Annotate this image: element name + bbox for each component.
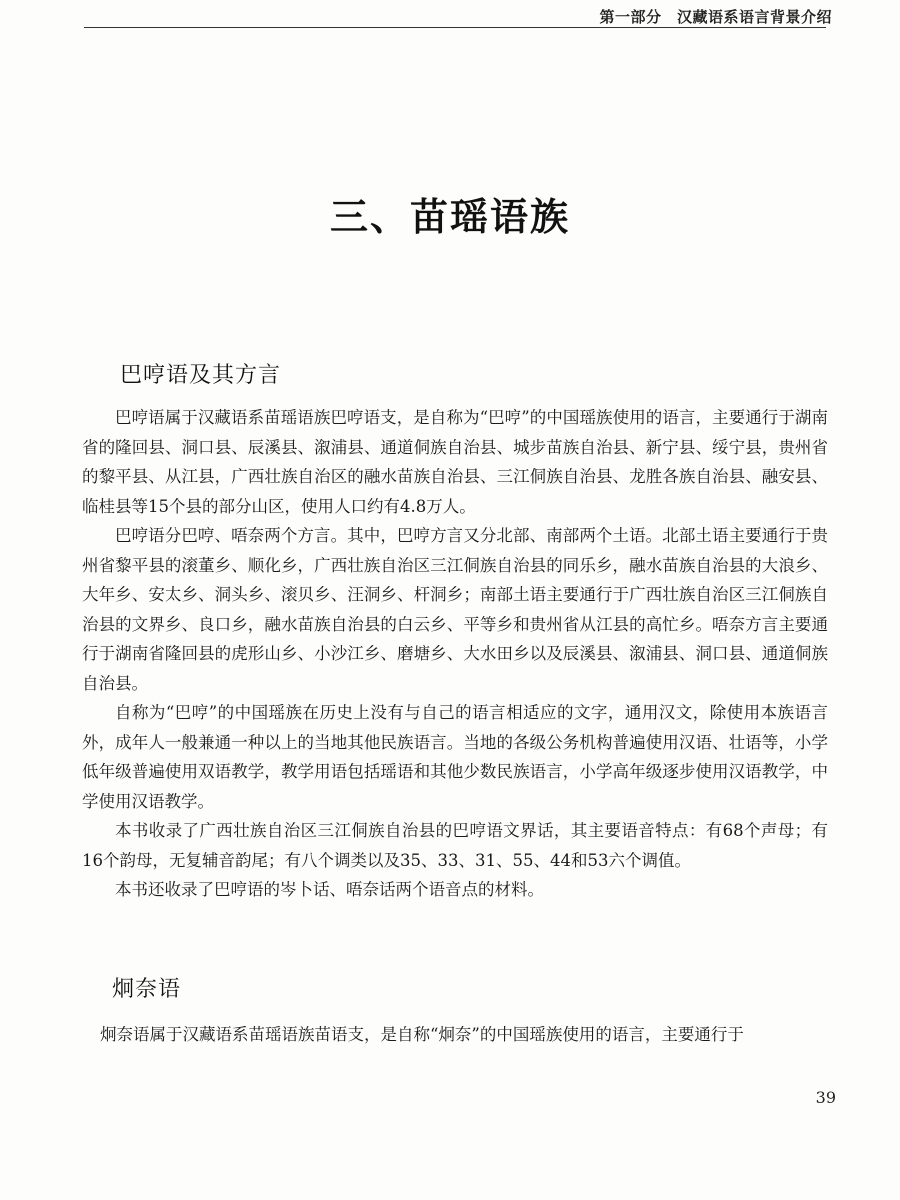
section-body-jiongnaiyu	[100, 1020, 836, 1050]
page-number: 39	[815, 1088, 836, 1107]
section-body-bahengyu	[82, 403, 828, 905]
section-title-jiongnaiyu: 炯奈语	[112, 977, 182, 1002]
paragraph: 巴哼语属于汉藏语系苗瑶语族巴哼语支，是自称为“巴哼”的中国瑶族使用的语言，主要通行于湖南省的隆回县、洞口县、辰溪县、溆浦县、通道侗族自治县、城步苗族自治县、新宁县、绥宁县，贵州省的黎平县、从江县，广西壮族自治区的融水苗族自治县、三江侗族自治县、龙胜各族自治县、融安县、临桂县等15个县的部分山区，使用人口约有4.8万人。	[82, 408, 828, 516]
paragraph: 巴哼语分巴哼、唔奈两个方言。其中，巴哼方言又分北部、南部两个土语。北部土语主要通行于贵州省黎平县的滚董乡、顺化乡，广西壮族自治区三江侗族自治县的同乐乡，融水苗族自治县的大浪乡、大年乡、安太乡、洞头乡、滚贝乡、汪洞乡、杆洞乡；南部土语主要通行于广西壮族自治区三江侗族自治县的文界乡、良口乡，融水苗族自治县的白云乡、平等乡和贵州省从江县的高忙乡。唔奈方言主要通行于湖南省隆回县的虎形山乡、小沙江乡、磨塘乡、大水田乡以及辰溪县、溆浦县、洞口县、通道侗族自治县。	[82, 526, 828, 693]
section-title-bahengyu: 巴哼语及其方言	[120, 363, 282, 388]
paragraph: 炯奈语属于汉藏语系苗瑶语族苗语支，是自称“炯奈”的中国瑶族使用的语言，主要通行于	[100, 1025, 744, 1044]
paragraph: 本书还收录了巴哼语的岑卜话、唔奈话两个语音点的材料。	[115, 880, 544, 899]
paragraph: 自称为“巴哼”的中国瑶族在历史上没有与自己的语言相适应的文字，通用汉文，除使用本族语言外，成年人一般兼通一种以上的当地其他民族语言。当地的各级公务机构普遍使用汉语、壮语等，小学低年级普遍使用双语教学，教学用语包括瑶语和其他少数民族语言，小学高年级逐步使用汉语教学，中学使用汉语教学。	[82, 703, 828, 811]
running-header: 第一部分 汉藏语系语言背景介绍	[599, 8, 832, 26]
header-rule	[84, 27, 826, 28]
chapter-title: 三、苗瑶语族	[329, 195, 570, 239]
paragraph: 本书收录了广西壮族自治区三江侗族自治县的巴哼语文界话，其主要语音特点：有68个声母；有16个韵母，无复辅音韵尾；有八个调类以及35、33、31、55、44和53六个调值。	[82, 821, 828, 870]
